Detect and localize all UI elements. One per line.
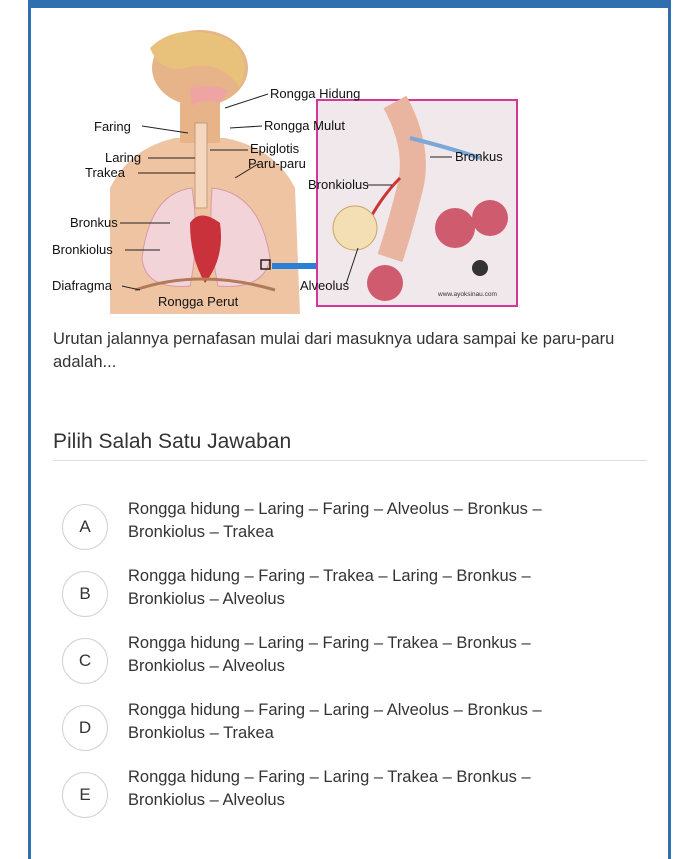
option-b[interactable] — [62, 565, 622, 625]
label-bronkus-inset: Bronkus — [455, 149, 503, 164]
option-text[interactable]: Rongga hidung – Faring – Trakea – Laring – Bronkus – Bronkiolus – Alveolus — [128, 567, 531, 608]
option-letter[interactable]: A — [62, 504, 108, 550]
label-laring: Laring — [105, 150, 142, 165]
label-diafragma: Diafragma — [52, 278, 112, 293]
option-text[interactable]: Rongga hidung – Laring – Faring – Alveolus – Bronkus – Bronkiolus – Trakea — [128, 500, 542, 541]
option-e[interactable] — [62, 766, 622, 826]
label-rongga-hidung: Rongga Hidung — [270, 86, 361, 101]
label-epiglotis: Epiglotis — [250, 141, 300, 156]
label-bronkiolus-inset: Bronkiolus — [308, 177, 369, 192]
label-rongga-perut: Rongga Perut — [158, 294, 239, 309]
label-bronkus-left: Bronkus — [70, 215, 118, 230]
label-bronkiolus-left: Bronkiolus — [52, 242, 113, 257]
label-trakea: Trakea — [85, 165, 125, 180]
option-letter[interactable]: C — [62, 638, 108, 684]
option-c[interactable] — [62, 632, 622, 692]
option-letter[interactable]: B — [62, 571, 108, 617]
option-letter[interactable]: E — [62, 772, 108, 818]
label-alveolus: Alveolus — [300, 278, 350, 293]
answer-heading: Pilih Salah Satu Jawaban — [53, 430, 647, 461]
option-text[interactable]: Rongga hidung – Laring – Faring – Trakea – Bronkus – Bronkiolus – Alveolus — [128, 634, 531, 675]
label-paru-paru: Paru-paru — [248, 156, 306, 171]
option-text[interactable]: Rongga hidung – Faring – Laring – Trakea – Bronkus – Bronkiolus – Alveolus — [128, 768, 531, 809]
option-d[interactable] — [62, 699, 622, 759]
option-a[interactable] — [62, 498, 622, 558]
label-faring: Faring — [94, 119, 131, 134]
question-text: Urutan jalannya pernafasan mulai dari masuknya udara sampai ke paru-paru adalah... — [53, 330, 615, 371]
respiratory-system-diagram — [50, 28, 522, 314]
option-text[interactable]: Rongga hidung – Faring – Laring – Alveolus – Bronkus – Bronkiolus – Trakea — [128, 701, 542, 742]
option-letter[interactable]: D — [62, 705, 108, 751]
watermark: www.ayoksinau.com — [438, 291, 497, 298]
label-rongga-mulut: Rongga Mulut — [264, 118, 345, 133]
